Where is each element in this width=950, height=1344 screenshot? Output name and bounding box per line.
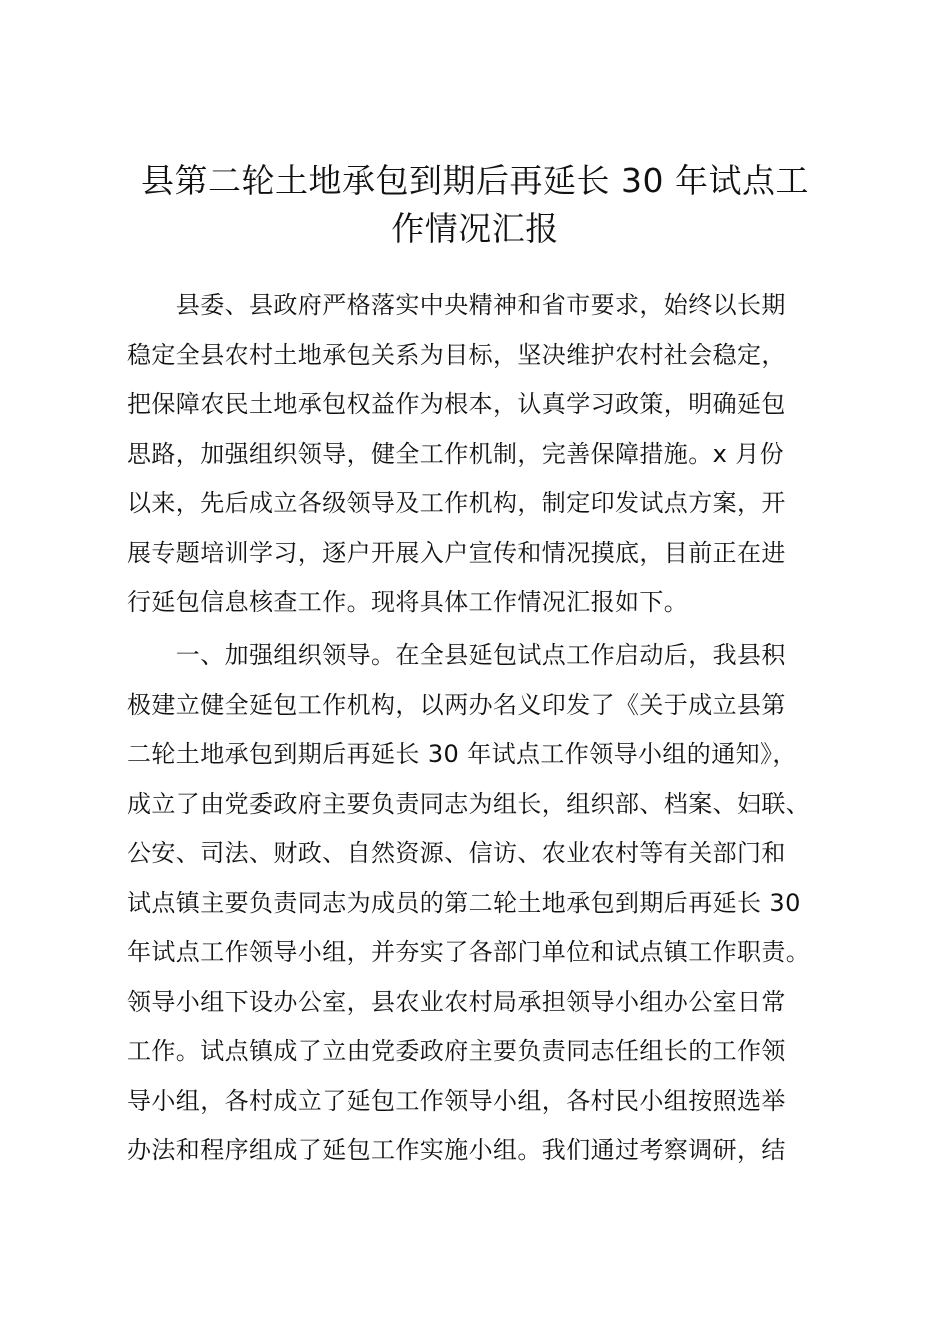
text-line: 年试点工作领导小组，并夯实了各部门单位和试点镇工作职责。: [127, 938, 811, 966]
text-line: 展专题培训学习，逐户开展入户宣传和情况摸底，目前正在进: [127, 538, 786, 567]
text-line: 成立了由党委政府主要负责同志为组长，组织部、档案、妇联、: [127, 789, 811, 818]
paragraph-intro: [127, 281, 867, 628]
text-line: 办法和程序组成了延包工作实施小组。我们通过考察调研，结: [127, 1136, 786, 1164]
paragraph-section-1: [127, 631, 867, 1176]
text-line: 一、加强组织领导。在全县延包试点工作启动后，我县积: [127, 641, 786, 669]
document-title: [100, 157, 850, 253]
text-line: 二轮土地承包到期后再延长 30 年试点工作领导小组的通知》，: [127, 740, 797, 768]
text-line: 导小组，各村成立了延包工作领导小组，各村民小组按照选举: [127, 1086, 786, 1115]
text-line: 公安、司法、财政、自然资源、信访、农业农村等有关部门和: [127, 839, 786, 867]
title-line: 作情况汇报: [391, 209, 559, 248]
text-line: 工作。试点镇成了立由党委政府主要负责同志任组长的工作领: [127, 1037, 786, 1065]
text-line: 思路，加强组织领导，健全工作机制，完善保障措施。x 月份: [127, 439, 785, 468]
text-line: 以来，先后成立各级领导及工作机构，制定印发试点方案，开: [127, 489, 786, 517]
text-line: 稳定全县农村土地承包关系为目标，坚决维护农村社会稳定，: [127, 340, 786, 369]
title-line: 县第二轮土地承包到期后再延长 30 年试点工: [141, 161, 809, 200]
text-line: 县委、县政府严格落实中央精神和省市要求，始终以长期: [127, 291, 786, 319]
text-line: 行延包信息核查工作。现将具体工作情况汇报如下。: [127, 588, 689, 616]
text-line: 把保障农民土地承包权益作为根本，认真学习政策，明确延包: [127, 390, 786, 418]
text-line: 试点镇主要负责同志为成员的第二轮土地承包到期后再延长 30: [127, 888, 801, 917]
text-line: 领导小组下设办公室，县农业农村局承担领导小组办公室日常: [127, 987, 786, 1016]
text-line: 极建立健全延包工作机构，以两办名义印发了《关于成立县第: [127, 690, 786, 719]
